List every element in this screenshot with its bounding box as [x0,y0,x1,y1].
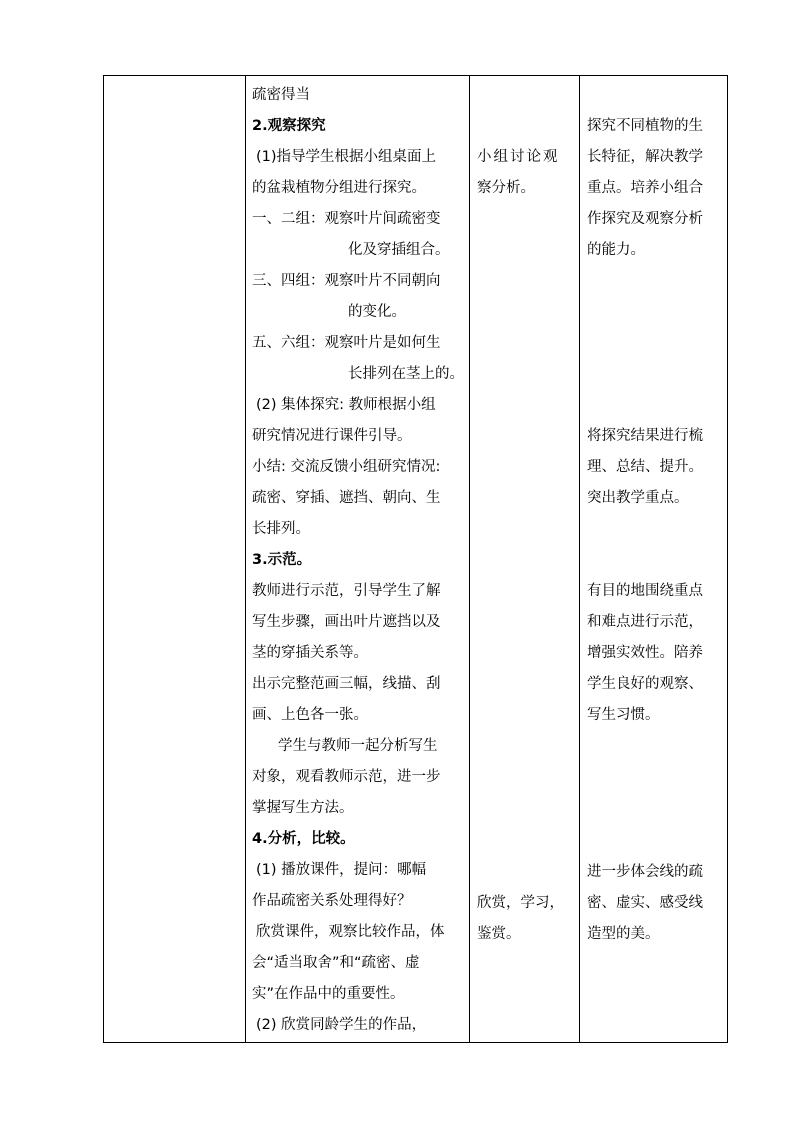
design-intent-cell [580,421,725,514]
design-intent-cell [580,111,725,266]
text-line: 学生良好的观察、 [587,676,703,692]
text-line: 实”在作品中的重要性。 [252,986,405,1002]
text-line: 出示完整范画三幅，线描、刮 [252,676,441,692]
text-line: 教师进行示范，引导学生了解 [252,583,441,599]
text-line: (2) 集体探究: 教师根据小组 [256,397,436,413]
text-line: 造型的美。 [587,926,660,942]
text-line: 长排列。 [252,521,310,537]
text-line: 的变化。 [348,304,406,320]
text-line: 学生与教师一起分析写生 [278,738,438,754]
text-line: 掌握写生方法。 [252,800,354,816]
text-line: 作品疏密关系处理得好？ [252,893,412,909]
text-line: 察分析。 [477,180,535,196]
text-line: (2) 欣赏同龄学生的作品， [256,1017,427,1033]
text-line: 将探究结果进行梳 [587,428,703,444]
design-intent-cell [580,857,725,950]
text-line: 进一步体会线的疏 [587,864,703,880]
text-line: 疏密、穿插、遮挡、朝向、生 [252,490,441,506]
text-line: 对象，观看教师示范，进一步 [252,769,441,785]
text-line: 研究情况进行课件引导。 [252,428,412,444]
text-line: 有目的地围绕重点 [587,583,703,599]
text-line: 探究不同植物的生 [587,118,703,134]
text-line: 写生步骤，画出叶片遮挡以及 [252,614,441,630]
text-line: 欣赏，学习， [477,895,564,911]
section-heading: 4.分析，比较。 [252,831,355,847]
teaching-process-cell [246,76,468,1041]
lesson-table [103,75,728,1043]
text-line: 重点。培养小组合 [587,180,703,196]
text-line: 长特征，解决教学 [587,149,703,165]
text-line: 会“适当取舍”和“疏密、虚 [252,955,420,971]
text-line: 的盆栽植物分组进行探究。 [252,180,426,196]
text-line: 的能力。 [587,242,645,258]
text-line: 突出教学重点。 [587,490,689,506]
text-line: 理、总结、提升。 [587,459,703,475]
text-line: 画、上色各一张。 [252,707,368,723]
text-line: 写生习惯。 [587,707,660,723]
section-heading: 2.观察探究 [252,118,326,134]
design-intent-cell [580,576,725,731]
student-activity-cell [470,888,578,950]
text-line: 欣赏课件，观察比较作品，体 [256,924,445,940]
text-line: 和难点进行示范， [587,614,703,630]
text-line: 鉴赏。 [477,926,521,942]
text-line: 一、二组：观察叶片间疏密变 [252,211,441,227]
text-line: (1)指导学生根据小组桌面上 [256,149,437,165]
text-line: 茎的穿插关系等。 [252,645,368,661]
section-heading: 3.示范。 [252,552,312,568]
text-line: 小结: 交流反馈小组研究情况: [252,459,441,475]
student-activity-cell [470,76,578,204]
text-line: 五、六组：观察叶片是如何生 [252,335,441,351]
text-line: 疏密得当 [252,87,310,103]
text-line: 小组讨论观 [477,149,560,165]
text-line: 密、虚实、感受线 [587,895,703,911]
text-line: 化及穿插组合。 [348,242,450,258]
text-line: 三、四组：观察叶片不同朝向 [252,273,441,289]
text-line: 增强实效性。陪养 [587,645,703,661]
text-line: 长排列在茎上的。 [348,366,464,382]
text-line: (1) 播放课件，提问：哪幅 [256,862,427,878]
text-line: 作探究及观察分析 [587,211,703,227]
